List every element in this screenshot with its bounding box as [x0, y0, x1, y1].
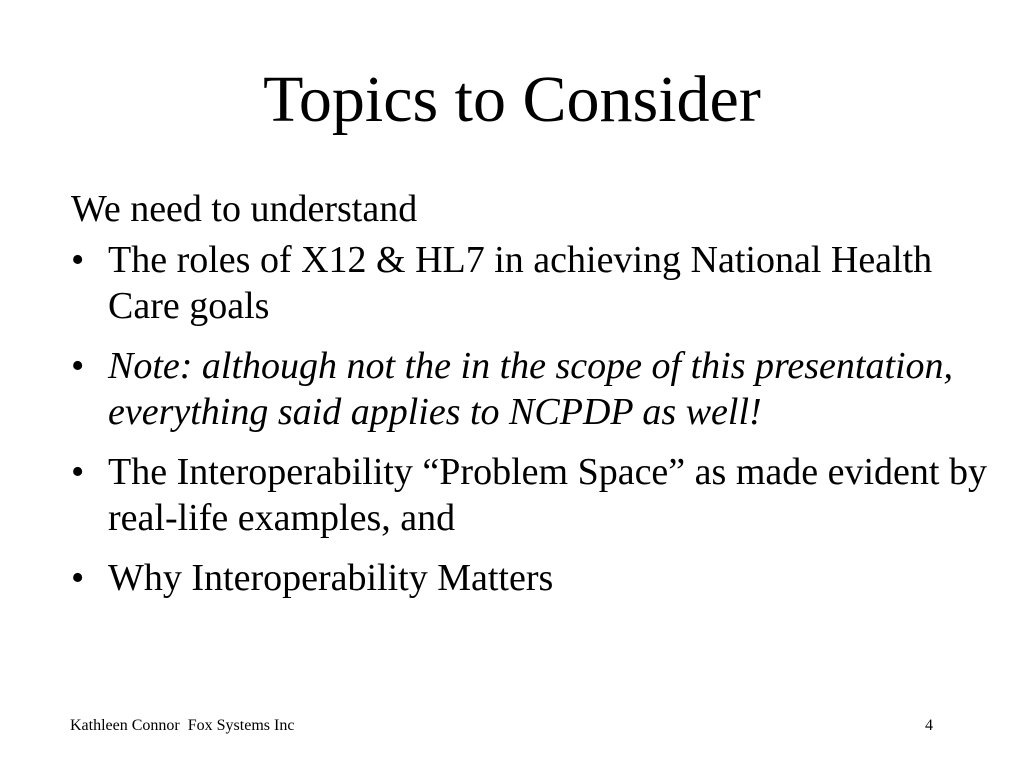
bullet-dot-icon: • [71, 451, 85, 493]
slide-body [71, 186, 991, 615]
bullet-text: Why Interoperability Matters [108, 557, 554, 599]
slide-title: Topics to Consider [263, 63, 761, 136]
bullet-item-problem-space [71, 449, 991, 541]
bullet-item-roles [71, 237, 991, 329]
bullet-text: Note: although not the in the scope of this presentation, everything said applies to NCPDP as well! [108, 345, 954, 433]
footer-author: Kathleen Connor Fox Systems Inc [70, 717, 295, 734]
bullet-dot-icon: • [71, 557, 85, 599]
intro-text: We need to understand [71, 188, 418, 230]
bullet-dot-icon: • [71, 345, 85, 387]
bullet-item-note [71, 343, 991, 435]
page-number: 4 [925, 717, 933, 734]
bullet-item-why-matters [71, 555, 991, 601]
bullet-text: The Interoperability “Problem Space” as made evident by real-life examples, and [108, 451, 987, 539]
bullet-dot-icon: • [71, 239, 85, 281]
bullet-text: The roles of X12 & HL7 in achieving National Health Care goals [108, 239, 933, 327]
